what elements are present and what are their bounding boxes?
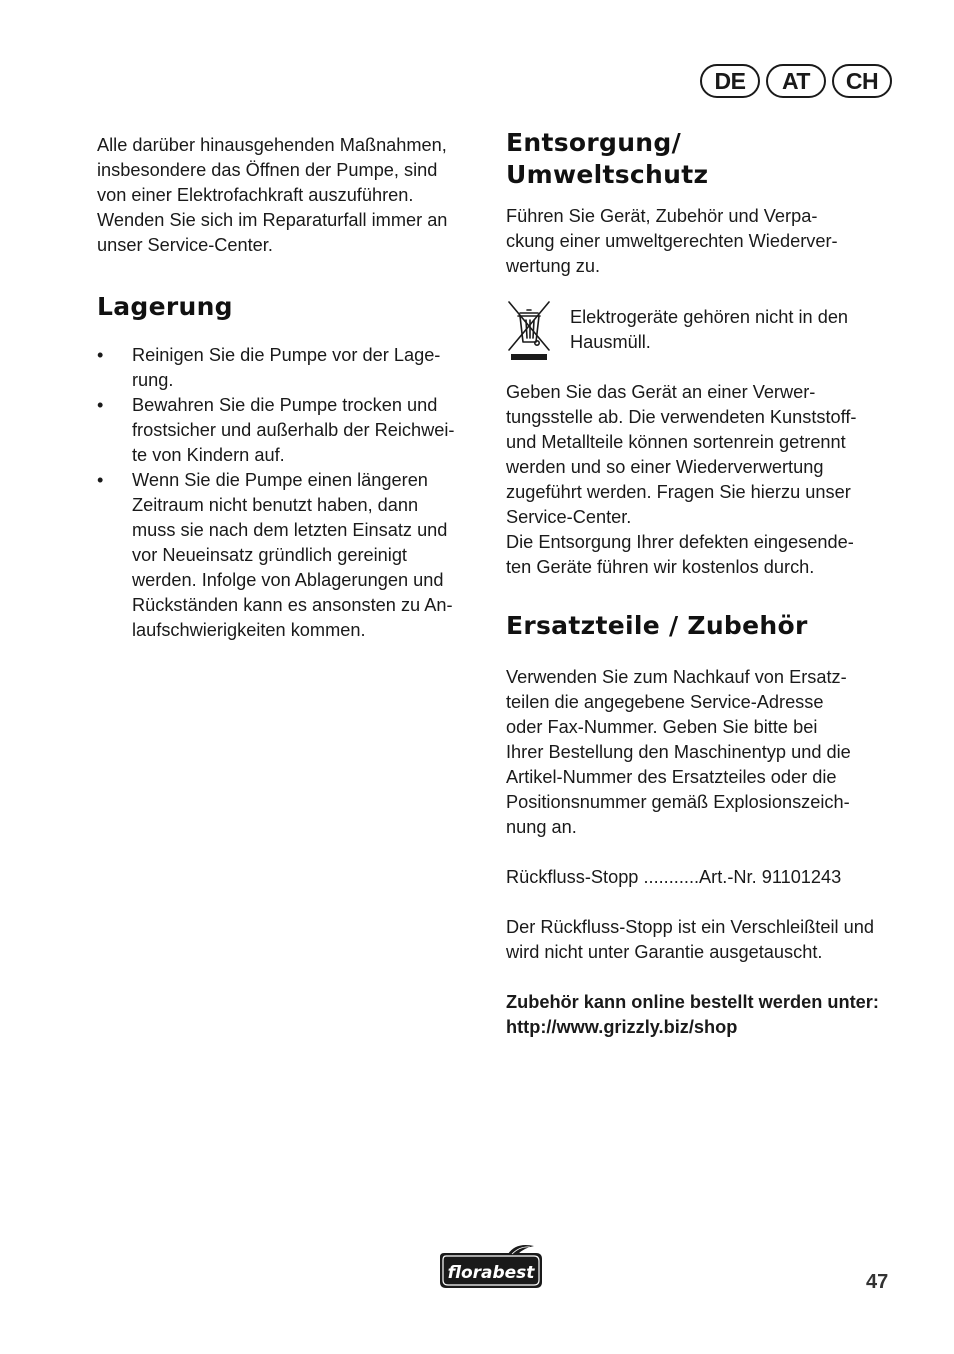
intro-line: Wenden Sie sich im Reparaturfall immer an — [97, 210, 448, 230]
text-line: nung an. — [506, 817, 577, 837]
country-badges — [700, 64, 892, 98]
list-item-line: Zeitraum nicht benutzt haben, dann — [132, 495, 419, 515]
text-line: Ihrer Bestellung den Maschinentyp und die — [506, 742, 851, 762]
text-line: werden und so einer Wiederverwertung — [506, 457, 824, 477]
right-column — [506, 128, 891, 1040]
weee-notice — [506, 299, 891, 363]
bullet-icon: • — [97, 345, 104, 365]
florabest-logo — [438, 1244, 550, 1289]
bullet-icon: • — [97, 470, 104, 490]
weee-text — [570, 299, 848, 355]
heading-line: Entsorgung/ — [506, 128, 682, 157]
lagerung-list — [97, 343, 482, 643]
intro-line: unser Service-Center. — [97, 235, 273, 255]
wear-note — [506, 915, 891, 965]
text-line: ten Geräte führen wir kostenlos durch. — [506, 557, 815, 577]
entsorgung-body — [506, 380, 891, 580]
text-line: Der Rückfluss-Stopp ist ein Verschleißteil und — [506, 917, 874, 937]
text-line: Zubehör kann online bestellt werden unter: — [506, 992, 879, 1012]
heading-entsorgung — [506, 127, 891, 191]
text-line: zugeführt werden. Fragen Sie hierzu unser — [506, 482, 851, 502]
crossed-out-wheelie-bin-icon — [506, 299, 552, 363]
country-badge-ch: CH — [832, 64, 892, 98]
list-item-line: rung. — [132, 370, 174, 390]
list-item-line: Wenn Sie die Pumpe einen längeren — [132, 470, 428, 490]
shop-url[interactable]: http://www.grizzly.biz/shop — [506, 1017, 738, 1037]
intro-paragraph — [97, 133, 482, 258]
list-item-line: werden. Infolge von Ablagerungen und — [132, 570, 444, 590]
intro-line: von einer Elektrofachkraft auszuführen. — [97, 185, 414, 205]
country-badge-de: DE — [700, 64, 760, 98]
heading-line: Umweltschutz — [506, 160, 709, 189]
text-line: Verwenden Sie zum Nachkauf von Ersatz- — [506, 667, 847, 687]
list-item-line: Bewahren Sie die Pumpe trocken und — [132, 395, 438, 415]
text-line: Führen Sie Gerät, Zubehör und Verpa- — [506, 206, 818, 226]
text-line: ckung einer umweltgerechten Wiederver- — [506, 231, 838, 251]
svg-text:florabest: florabest — [447, 1263, 535, 1283]
bullet-icon: • — [97, 395, 104, 415]
heading-lagerung: Lagerung — [97, 292, 233, 321]
text-line: Service-Center. — [506, 507, 632, 527]
heading-ersatzteile: Ersatzteile / Zubehör — [506, 611, 808, 640]
country-badge-at: AT — [766, 64, 826, 98]
text-line: Geben Sie das Gerät an einer Verwer- — [506, 382, 816, 402]
text-line: Elektrogeräte gehören nicht in den — [570, 307, 849, 327]
text-line: Die Entsorgung Ihrer defekten eingesende- — [506, 532, 854, 552]
list-item-line: laufschwierigkeiten kommen. — [132, 620, 366, 640]
entsorgung-intro — [506, 204, 891, 279]
list-item — [97, 393, 482, 468]
list-item-line: Rückständen kann es ansonsten zu An- — [132, 595, 453, 615]
intro-line: Alle darüber hinausgehenden Maßnahmen, — [97, 135, 447, 155]
list-item-line: frostsicher und außerhalb der Reichwei- — [132, 420, 455, 440]
list-item-line: muss sie nach dem letzten Einsatz und — [132, 520, 448, 540]
text-line: wertung zu. — [506, 256, 601, 276]
list-item-line: te von Kindern auf. — [132, 445, 285, 465]
text-line: Hausmüll. — [570, 332, 651, 352]
page-number: 47 — [866, 1271, 889, 1293]
ersatzteile-body — [506, 665, 891, 840]
text-line: oder Fax-Nummer. Geben Sie bitte bei — [506, 717, 818, 737]
text-line: und Metallteile können sortenrein getrennt — [506, 432, 846, 452]
intro-line: insbesondere das Öffnen der Pumpe, sind — [97, 160, 438, 180]
list-item-line: vor Neueinsatz gründlich gereinigt — [132, 545, 407, 565]
text-line: Positionsnummer gemäß Explosionszeich- — [506, 792, 850, 812]
part-number-line: Rückfluss-Stopp ...........Art.-Nr. 91101243 — [506, 867, 842, 887]
left-column — [97, 133, 482, 643]
online-shop-note — [506, 990, 891, 1040]
text-line: teilen die angegebene Service-Adresse — [506, 692, 824, 712]
list-item — [97, 468, 482, 643]
text-line: tungsstelle ab. Die verwendeten Kunststoff- — [506, 407, 857, 427]
list-item-line: Reinigen Sie die Pumpe vor der Lage- — [132, 345, 441, 365]
text-line: wird nicht unter Garantie ausgetauscht. — [506, 942, 823, 962]
list-item — [97, 343, 482, 393]
text-line: Artikel-Nummer des Ersatzteiles oder die — [506, 767, 837, 787]
